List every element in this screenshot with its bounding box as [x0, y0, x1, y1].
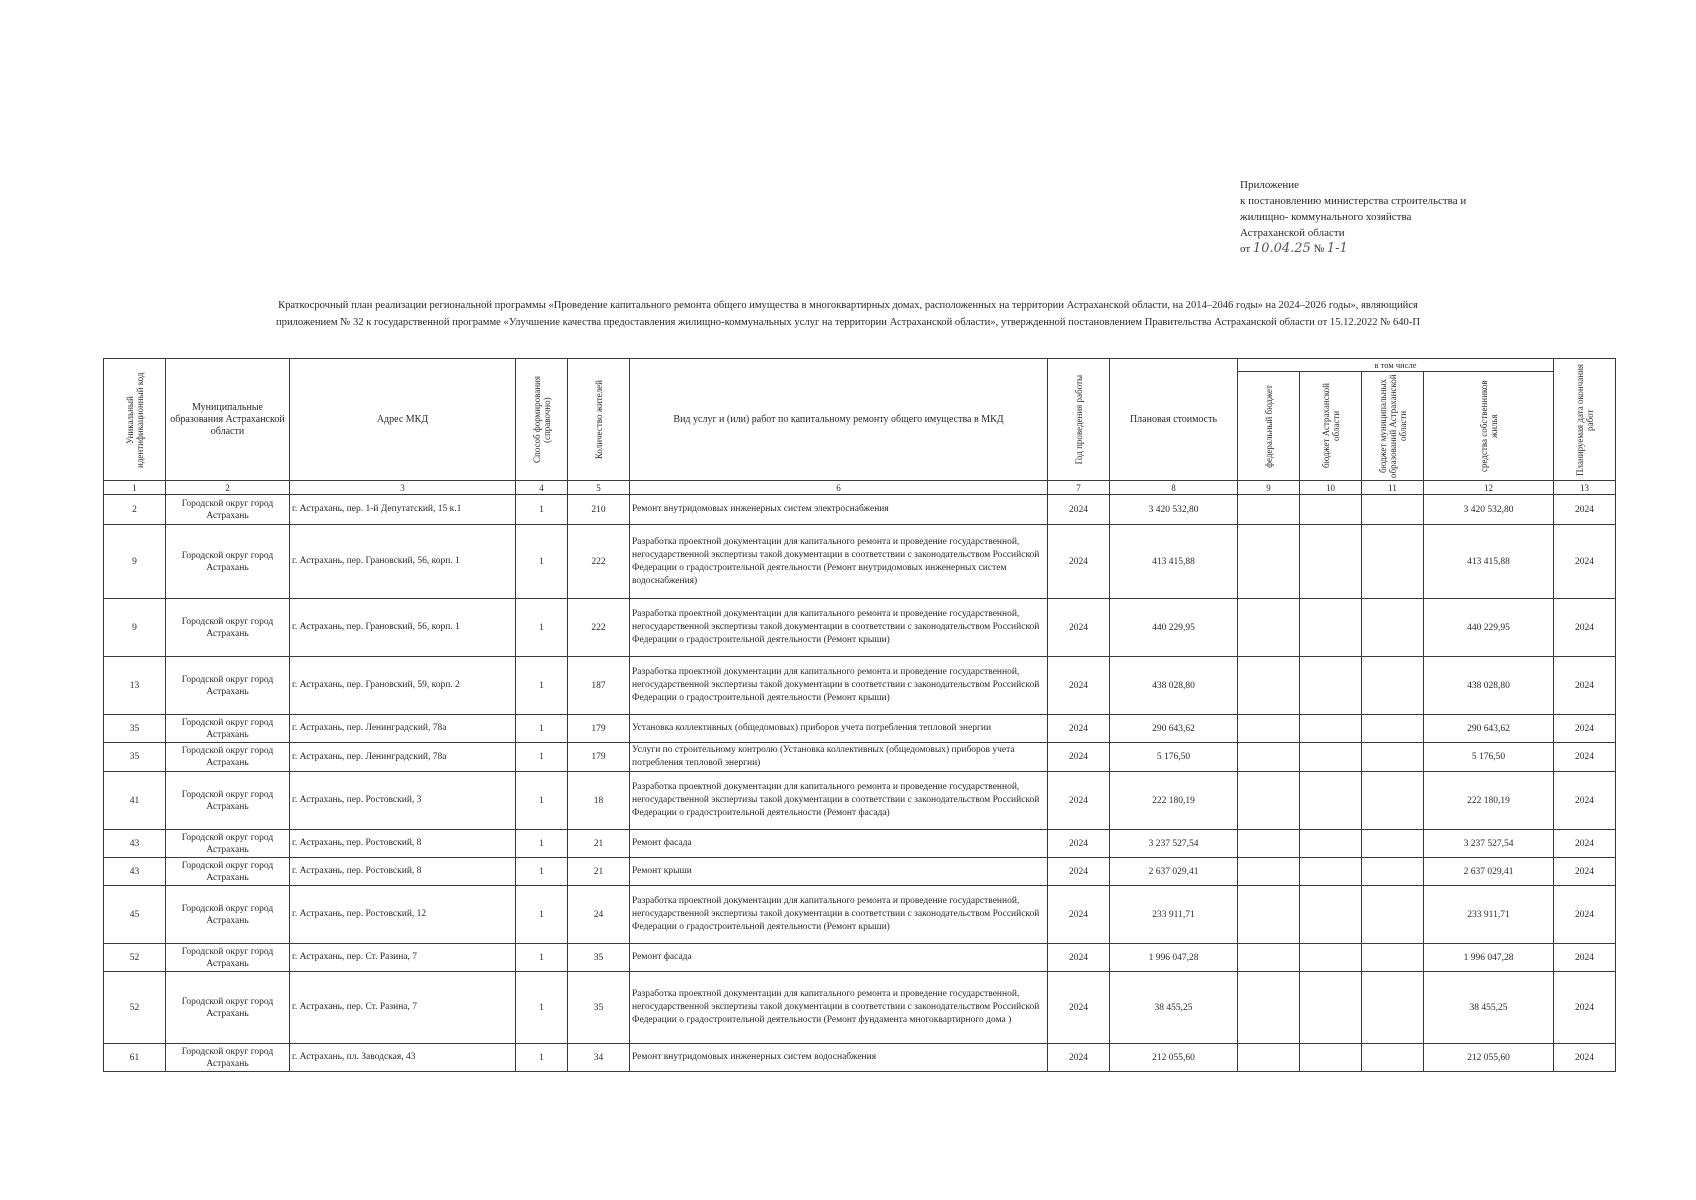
- cell-residents: 35: [568, 944, 630, 972]
- cell-residents: 24: [568, 886, 630, 944]
- column-numbers-row: [104, 481, 1616, 495]
- header-owners-funds: средства собственников жилья: [1424, 372, 1554, 481]
- column-number: 11: [1362, 481, 1424, 495]
- cell-federal-budget: [1238, 657, 1300, 715]
- cell-method: 1: [516, 525, 568, 599]
- cell-method: 1: [516, 1044, 568, 1072]
- column-number: 1: [104, 481, 166, 495]
- header-address: Адрес МКД: [290, 359, 516, 481]
- cell-address: г. Астрахань, пер. Ростовский, 8: [290, 858, 516, 886]
- cell-planned-cost: 3 420 532,80: [1110, 495, 1238, 525]
- cell-owners-funds: 440 229,95: [1424, 599, 1554, 657]
- cell-method: 1: [516, 599, 568, 657]
- cell-owners-funds: 38 455,25: [1424, 972, 1554, 1044]
- cell-residents: 187: [568, 657, 630, 715]
- cell-method: 1: [516, 657, 568, 715]
- cell-owners-funds: 5 176,50: [1424, 743, 1554, 772]
- appendix-header: [1240, 177, 1540, 257]
- cell-year: 2024: [1048, 830, 1110, 858]
- cell-code: 61: [104, 1044, 166, 1072]
- column-number: 6: [630, 481, 1048, 495]
- cell-residents: 21: [568, 830, 630, 858]
- cell-code: 35: [104, 743, 166, 772]
- cell-address: г. Астрахань, пер. Ростовский, 8: [290, 830, 516, 858]
- cell-address: г. Астрахань, пер. Грановский, 56, корп. 1: [290, 599, 516, 657]
- capital-repair-plan-table: [103, 358, 1616, 1072]
- appendix-resolution-line: к постановлению министерства строительства и: [1240, 195, 1467, 207]
- cell-planned-cost: 1 996 047,28: [1110, 944, 1238, 972]
- cell-regional-budget: [1300, 972, 1362, 1044]
- cell-residents: 179: [568, 715, 630, 743]
- column-number: 9: [1238, 481, 1300, 495]
- table-row: [104, 525, 1616, 599]
- cell-municipal-budget: [1362, 858, 1424, 886]
- cell-municipal-budget: [1362, 495, 1424, 525]
- appendix-label: Приложение: [1240, 179, 1300, 191]
- table-header: [104, 359, 1616, 495]
- cell-works: Разработка проектной документации для капитального ремонта и проведение государственной, негосударственной экспертизы такой документации в соответствии с законодательством Российской Федерации о градостроительной деятельности (Ремонт внутридомовых инженерных систем водоснабжения): [630, 525, 1048, 599]
- cell-federal-budget: [1238, 495, 1300, 525]
- header-regional-budget: бюджет Астраханской области: [1300, 372, 1362, 481]
- cell-end-date: 2024: [1554, 972, 1616, 1044]
- number-sign: №: [1313, 243, 1325, 255]
- cell-planned-cost: 5 176,50: [1110, 743, 1238, 772]
- cell-residents: 210: [568, 495, 630, 525]
- cell-end-date: 2024: [1554, 715, 1616, 743]
- header-residents: Количество жителей: [568, 359, 630, 481]
- cell-municipality: Городской округ город Астрахань: [166, 830, 290, 858]
- cell-method: 1: [516, 772, 568, 830]
- cell-code: 2: [104, 495, 166, 525]
- cell-end-date: 2024: [1554, 886, 1616, 944]
- cell-method: 1: [516, 944, 568, 972]
- appendix-date-line: [1240, 241, 1540, 257]
- cell-federal-budget: [1238, 886, 1300, 944]
- cell-municipal-budget: [1362, 599, 1424, 657]
- cell-end-date: 2024: [1554, 944, 1616, 972]
- cell-planned-cost: 440 229,95: [1110, 599, 1238, 657]
- cell-code: 13: [104, 657, 166, 715]
- cell-planned-cost: 38 455,25: [1110, 972, 1238, 1044]
- cell-regional-budget: [1300, 715, 1362, 743]
- header-planned-cost: Плановая стоимость: [1110, 359, 1238, 481]
- table-row: [104, 1044, 1616, 1072]
- header-method: Способ формирования (справочно): [516, 359, 568, 481]
- cell-code: 52: [104, 944, 166, 972]
- table-row: [104, 743, 1616, 772]
- cell-year: 2024: [1048, 772, 1110, 830]
- cell-municipality: Городской округ город Астрахань: [166, 743, 290, 772]
- cell-works: Ремонт внутридомовых инженерных систем электроснабжения: [630, 495, 1048, 525]
- cell-end-date: 2024: [1554, 830, 1616, 858]
- cell-method: 1: [516, 972, 568, 1044]
- cell-owners-funds: 2 637 029,41: [1424, 858, 1554, 886]
- cell-municipality: Городской округ город Астрахань: [166, 525, 290, 599]
- cell-works: Ремонт фасада: [630, 944, 1048, 972]
- cell-owners-funds: 3 237 527,54: [1424, 830, 1554, 858]
- table-row: [104, 944, 1616, 972]
- table-row: [104, 599, 1616, 657]
- cell-end-date: 2024: [1554, 772, 1616, 830]
- cell-works: Услуги по строительному контролю (Установка коллективных (общедомовых) приборов учета потребления тепловой энергии): [630, 743, 1048, 772]
- cell-residents: 21: [568, 858, 630, 886]
- column-number: 7: [1048, 481, 1110, 495]
- column-number: 3: [290, 481, 516, 495]
- cell-residents: 18: [568, 772, 630, 830]
- cell-works: Разработка проектной документации для капитального ремонта и проведение государственной, негосударственной экспертизы такой документации в соответствии с законодательством Российской Федерации о градостроительной деятельности (Ремонт крыши): [630, 599, 1048, 657]
- cell-municipal-budget: [1362, 525, 1424, 599]
- cell-federal-budget: [1238, 972, 1300, 1044]
- cell-method: 1: [516, 830, 568, 858]
- cell-method: 1: [516, 715, 568, 743]
- column-number: 10: [1300, 481, 1362, 495]
- cell-method: 1: [516, 743, 568, 772]
- cell-municipal-budget: [1362, 830, 1424, 858]
- cell-address: г. Астрахань, пер. Ленинградский, 78а: [290, 715, 516, 743]
- cell-planned-cost: 2 637 029,41: [1110, 858, 1238, 886]
- cell-year: 2024: [1048, 972, 1110, 1044]
- cell-code: 45: [104, 886, 166, 944]
- cell-address: г. Астрахань, пер. Ст. Разина, 7: [290, 944, 516, 972]
- cell-federal-budget: [1238, 772, 1300, 830]
- cell-municipal-budget: [1362, 657, 1424, 715]
- cell-year: 2024: [1048, 1044, 1110, 1072]
- cell-municipality: Городской округ город Астрахань: [166, 972, 290, 1044]
- cell-code: 43: [104, 858, 166, 886]
- cell-owners-funds: 438 028,80: [1424, 657, 1554, 715]
- column-number: 4: [516, 481, 568, 495]
- column-number: 8: [1110, 481, 1238, 495]
- header-municipal-budget: бюджет муниципальных образований Астраханской области: [1362, 372, 1424, 481]
- cell-code: 52: [104, 972, 166, 1044]
- header-works: Вид услуг и (или) работ по капитальному ремонту общего имущества в МКД: [630, 359, 1048, 481]
- cell-federal-budget: [1238, 599, 1300, 657]
- cell-residents: 179: [568, 743, 630, 772]
- column-number: 13: [1554, 481, 1616, 495]
- cell-regional-budget: [1300, 525, 1362, 599]
- header-year: Год проведения работы: [1048, 359, 1110, 481]
- cell-planned-cost: 290 643,62: [1110, 715, 1238, 743]
- cell-residents: 222: [568, 599, 630, 657]
- cell-regional-budget: [1300, 944, 1362, 972]
- cell-year: 2024: [1048, 599, 1110, 657]
- cell-federal-budget: [1238, 743, 1300, 772]
- cell-year: 2024: [1048, 495, 1110, 525]
- cell-address: г. Астрахань, пер. Грановский, 56, корп. 1: [290, 525, 516, 599]
- cell-municipality: Городской округ город Астрахань: [166, 715, 290, 743]
- cell-residents: 34: [568, 1044, 630, 1072]
- cell-regional-budget: [1300, 495, 1362, 525]
- cell-address: г. Астрахань, пер. Ст. Разина, 7: [290, 972, 516, 1044]
- cell-owners-funds: 212 055,60: [1424, 1044, 1554, 1072]
- cell-owners-funds: 233 911,71: [1424, 886, 1554, 944]
- header-end-date: Планируемая дата окончания работ: [1554, 359, 1616, 481]
- cell-federal-budget: [1238, 858, 1300, 886]
- cell-planned-cost: 233 911,71: [1110, 886, 1238, 944]
- header-municipality: Муниципальные образования Астраханской области: [166, 359, 290, 481]
- cell-address: г. Астрахань, пер. 1-й Депутатский, 15 к.1: [290, 495, 516, 525]
- cell-year: 2024: [1048, 525, 1110, 599]
- cell-municipal-budget: [1362, 944, 1424, 972]
- cell-end-date: 2024: [1554, 495, 1616, 525]
- cell-planned-cost: 212 055,60: [1110, 1044, 1238, 1072]
- header-federal-budget: федеральный бюджет: [1238, 372, 1300, 481]
- cell-year: 2024: [1048, 858, 1110, 886]
- cell-works: Ремонт фасада: [630, 830, 1048, 858]
- cell-owners-funds: 290 643,62: [1424, 715, 1554, 743]
- appendix-date-prefix: от: [1240, 243, 1251, 255]
- table-row: [104, 772, 1616, 830]
- cell-municipal-budget: [1362, 743, 1424, 772]
- cell-municipality: Городской округ город Астрахань: [166, 657, 290, 715]
- cell-end-date: 2024: [1554, 525, 1616, 599]
- header-including: в том числе: [1238, 359, 1554, 372]
- cell-municipal-budget: [1362, 772, 1424, 830]
- cell-year: 2024: [1048, 715, 1110, 743]
- cell-federal-budget: [1238, 830, 1300, 858]
- cell-end-date: 2024: [1554, 657, 1616, 715]
- cell-owners-funds: 3 420 532,80: [1424, 495, 1554, 525]
- table-row: [104, 858, 1616, 886]
- cell-planned-cost: 413 415,88: [1110, 525, 1238, 599]
- table-body: [104, 495, 1616, 1072]
- cell-regional-budget: [1300, 743, 1362, 772]
- cell-works: Разработка проектной документации для капитального ремонта и проведение государственной, негосударственной экспертизы такой документации в соответствии с законодательством Российской Федерации о градостроительной деятельности (Ремонт крыши): [630, 657, 1048, 715]
- cell-year: 2024: [1048, 944, 1110, 972]
- cell-works: Разработка проектной документации для капитального ремонта и проведение государственной, негосударственной экспертизы такой документации в соответствии с законодательством Российской Федерации о градостроительной деятельности (Ремонт фасада): [630, 772, 1048, 830]
- cell-method: 1: [516, 886, 568, 944]
- cell-code: 9: [104, 599, 166, 657]
- cell-code: 43: [104, 830, 166, 858]
- cell-year: 2024: [1048, 886, 1110, 944]
- handwritten-date: 10.04.25: [1252, 241, 1311, 256]
- cell-municipal-budget: [1362, 972, 1424, 1044]
- cell-regional-budget: [1300, 1044, 1362, 1072]
- cell-planned-cost: 222 180,19: [1110, 772, 1238, 830]
- cell-residents: 35: [568, 972, 630, 1044]
- cell-planned-cost: 3 237 527,54: [1110, 830, 1238, 858]
- column-number: 12: [1424, 481, 1554, 495]
- handwritten-number: 1-1: [1326, 241, 1348, 256]
- cell-owners-funds: 222 180,19: [1424, 772, 1554, 830]
- cell-regional-budget: [1300, 657, 1362, 715]
- table-row: [104, 886, 1616, 944]
- cell-method: 1: [516, 858, 568, 886]
- cell-owners-funds: 1 996 047,28: [1424, 944, 1554, 972]
- column-number: 2: [166, 481, 290, 495]
- cell-municipal-budget: [1362, 715, 1424, 743]
- cell-residents: 222: [568, 525, 630, 599]
- cell-address: г. Астрахань, пер. Грановский, 59, корп. 2: [290, 657, 516, 715]
- cell-federal-budget: [1238, 944, 1300, 972]
- cell-municipal-budget: [1362, 1044, 1424, 1072]
- cell-works: Ремонт крыши: [630, 858, 1048, 886]
- cell-address: г. Астрахань, пл. Заводская, 43: [290, 1044, 516, 1072]
- cell-code: 41: [104, 772, 166, 830]
- cell-municipality: Городской округ город Астрахань: [166, 944, 290, 972]
- column-number: 5: [568, 481, 630, 495]
- cell-works: Разработка проектной документации для капитального ремонта и проведение государственной, негосударственной экспертизы такой документации в соответствии с законодательством Российской Федерации о градостроительной деятельности (Ремонт крыши): [630, 886, 1048, 944]
- table-row: [104, 657, 1616, 715]
- cell-year: 2024: [1048, 657, 1110, 715]
- cell-method: 1: [516, 495, 568, 525]
- cell-municipality: Городской округ город Астрахань: [166, 886, 290, 944]
- cell-regional-budget: [1300, 599, 1362, 657]
- cell-address: г. Астрахань, пер. Ленинградский, 78а: [290, 743, 516, 772]
- table-row: [104, 715, 1616, 743]
- table-row: [104, 495, 1616, 525]
- cell-regional-budget: [1300, 830, 1362, 858]
- appendix-ministry-line: жилищно- коммунального хозяйства: [1240, 211, 1412, 223]
- cell-municipality: Городской округ город Астрахань: [166, 599, 290, 657]
- cell-municipality: Городской округ город Астрахань: [166, 1044, 290, 1072]
- cell-municipality: Городской округ город Астрахань: [166, 495, 290, 525]
- cell-works: Ремонт внутридомовых инженерных систем водоснабжения: [630, 1044, 1048, 1072]
- cell-regional-budget: [1300, 772, 1362, 830]
- cell-address: г. Астрахань, пер. Ростовский, 12: [290, 886, 516, 944]
- cell-municipality: Городской округ город Астрахань: [166, 858, 290, 886]
- cell-regional-budget: [1300, 858, 1362, 886]
- cell-planned-cost: 438 028,80: [1110, 657, 1238, 715]
- cell-end-date: 2024: [1554, 1044, 1616, 1072]
- cell-municipal-budget: [1362, 886, 1424, 944]
- cell-end-date: 2024: [1554, 599, 1616, 657]
- cell-works: Установка коллективных (общедомовых) приборов учета потребления тепловой энергии: [630, 715, 1048, 743]
- table-row: [104, 972, 1616, 1044]
- cell-code: 35: [104, 715, 166, 743]
- cell-code: 9: [104, 525, 166, 599]
- header-unique-code: Уникальный идентификационный код: [104, 359, 166, 481]
- cell-regional-budget: [1300, 886, 1362, 944]
- cell-works: Разработка проектной документации для капитального ремонта и проведение государственной, негосударственной экспертизы такой документации в соответствии с законодательством Российской Федерации о градостроительной деятельности (Ремонт фундамента многоквартирного дома ): [630, 972, 1048, 1044]
- cell-owners-funds: 413 415,88: [1424, 525, 1554, 599]
- cell-end-date: 2024: [1554, 858, 1616, 886]
- table-row: [104, 830, 1616, 858]
- cell-federal-budget: [1238, 1044, 1300, 1072]
- appendix-region-line: Астраханской области: [1240, 227, 1345, 239]
- cell-municipality: Городской округ город Астрахань: [166, 772, 290, 830]
- cell-end-date: 2024: [1554, 743, 1616, 772]
- cell-address: г. Астрахань, пер. Ростовский, 3: [290, 772, 516, 830]
- document-title: Краткосрочный план реализации региональной программы «Проведение капитального ремонта общего имущества в многоквартирных домах, расположенных на территории Астраханской области, на 2014–2046 годы» на 2024–2026 годы», являющийся приложением № 32 к государственной программе «Улучшение качества предоставления жилищно-коммунальных услуг на территории Астраханской области», утвержденной постановлением Правительства Астраханской области от 15.12.2022 № 640-П: [275, 300, 1421, 328]
- cell-federal-budget: [1238, 525, 1300, 599]
- cell-federal-budget: [1238, 715, 1300, 743]
- cell-year: 2024: [1048, 743, 1110, 772]
